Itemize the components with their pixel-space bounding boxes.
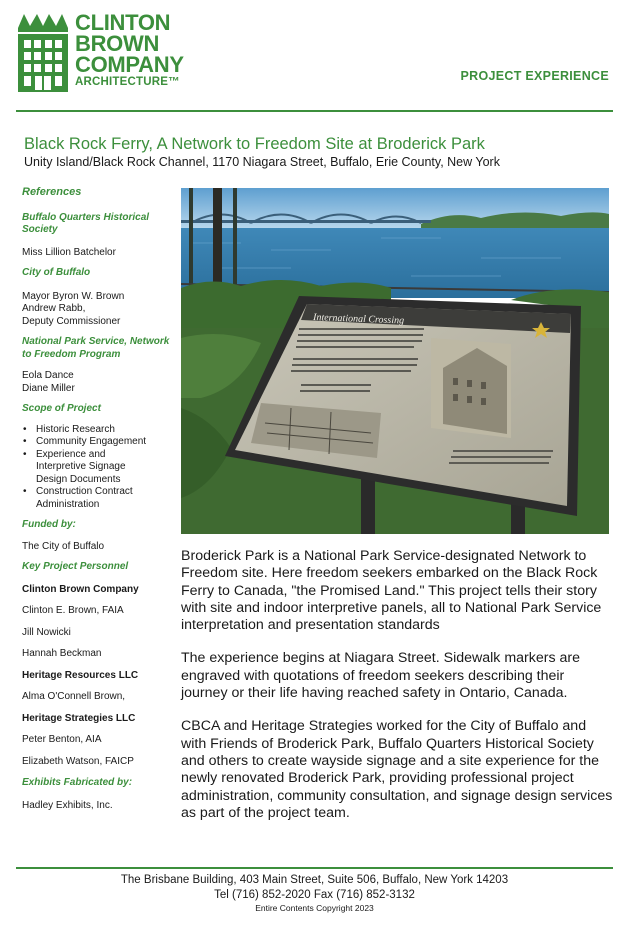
header-divider — [16, 110, 613, 112]
footer-copyright: Entire Contents Copyright 2023 — [255, 903, 374, 913]
project-photo — [181, 188, 609, 534]
scope-item: • Community Engagement — [22, 436, 172, 449]
logo-line-4: ARCHITECTURE™ — [75, 76, 180, 88]
references-heading: References — [22, 186, 82, 198]
company-logo-text — [75, 12, 184, 90]
reference-person: Eola Dance — [22, 370, 74, 381]
fabricated-heading: Exhibits Fabricated by: — [22, 777, 133, 788]
sign-title: International Crossing — [312, 312, 405, 327]
page-footer — [0, 873, 629, 914]
reference-person-title: Deputy Commissioner — [22, 315, 121, 327]
firm-name: Heritage Strategies LLC — [22, 712, 136, 724]
logo-line-2: BROWN — [75, 31, 160, 56]
description-paragraph: Broderick Park is a National Park Service-designated Network to Freedom site. Here freedom seekers embarked on the Black Rock Ferry to Canada, "the Promised Land." This project tells their story with site and indoor interpretive panels, all to National Park Service interpretation and presentation standards — [181, 548, 602, 634]
personnel-name: Alma O'Connell Brown, — [22, 691, 126, 702]
reference-org: City of Buffalo — [22, 267, 91, 278]
reference-person: Andrew Rabb, — [22, 303, 86, 314]
section-label: PROJECT EXPERIENCE — [460, 69, 609, 83]
project-title: Black Rock Ferry, A Network to Freedom Site at Broderick Park — [24, 135, 485, 153]
funder: The City of Buffalo — [22, 540, 105, 552]
personnel-name: Hannah Beckman — [22, 648, 102, 659]
scope-heading: Scope of Project — [22, 403, 101, 414]
description-paragraph: The experience begins at Niagara Street. Sidewalk markers are engraved with quotations of freedom seekers describing their journey or their life having reached safety in Ontario, Canada. — [181, 650, 581, 702]
scope-item: • Experience and Interpretive Signage Design Documents — [22, 449, 158, 487]
reference-person: Mayor Byron W. Brown — [22, 290, 125, 302]
fabricator-name: Hadley Exhibits, Inc. — [22, 799, 113, 811]
project-description — [181, 548, 613, 838]
reference-org: National Park Service, Network to Freedom Program — [22, 336, 170, 360]
footer-divider — [16, 867, 613, 869]
description-paragraph: CBCA and Heritage Strategies worked for the City of Buffalo and with Friends of Broderick Park, Buffalo Quarters Historical Society and others to create wayside signage and a site experience for the newly renovated Broderick Park, providing professional project administration, community consultation, and signage design services as part of the project team. — [181, 718, 613, 821]
scope-list — [22, 424, 172, 512]
personnel-heading: Key Project Personnel — [22, 561, 129, 572]
page-header — [0, 0, 629, 112]
logo-line-3: COMPANY — [75, 52, 184, 77]
reference-person: Diane Miller — [22, 382, 75, 394]
reference-org: Buffalo Quarters Historical Society — [22, 211, 150, 235]
personnel-name: Clinton E. Brown, FAIA — [22, 605, 124, 616]
interpretive-sign-photo — [181, 188, 609, 534]
personnel-name: Elizabeth Watson, FAICP — [22, 755, 134, 767]
footer-address: The Brisbane Building, 403 Main Street, Suite 506, Buffalo, New York 14203 — [120, 874, 509, 886]
scope-item: • Construction Contract Administration — [22, 486, 148, 511]
sidebar — [22, 186, 172, 812]
personnel-name: Jill Nowicki — [22, 626, 71, 638]
logo-line-1: CLINTON — [75, 10, 171, 35]
personnel-name: Peter Benton, AIA — [22, 734, 102, 745]
scope-item: • Historic Research — [22, 424, 172, 437]
footer-phone: Tel (716) 852-2020 Fax (716) 852-3132 — [214, 889, 415, 901]
building-logo-icon — [18, 12, 68, 92]
reference-person: Miss Lillion Batchelor — [22, 246, 116, 258]
project-location: Unity Island/Black Rock Channel, 1170 Niagara Street, Buffalo, Erie County, New York — [24, 155, 500, 169]
firm-name: Heritage Resources LLC — [22, 669, 139, 681]
firm-name: Clinton Brown Company — [22, 583, 139, 595]
funded-heading: Funded by: — [22, 519, 76, 530]
